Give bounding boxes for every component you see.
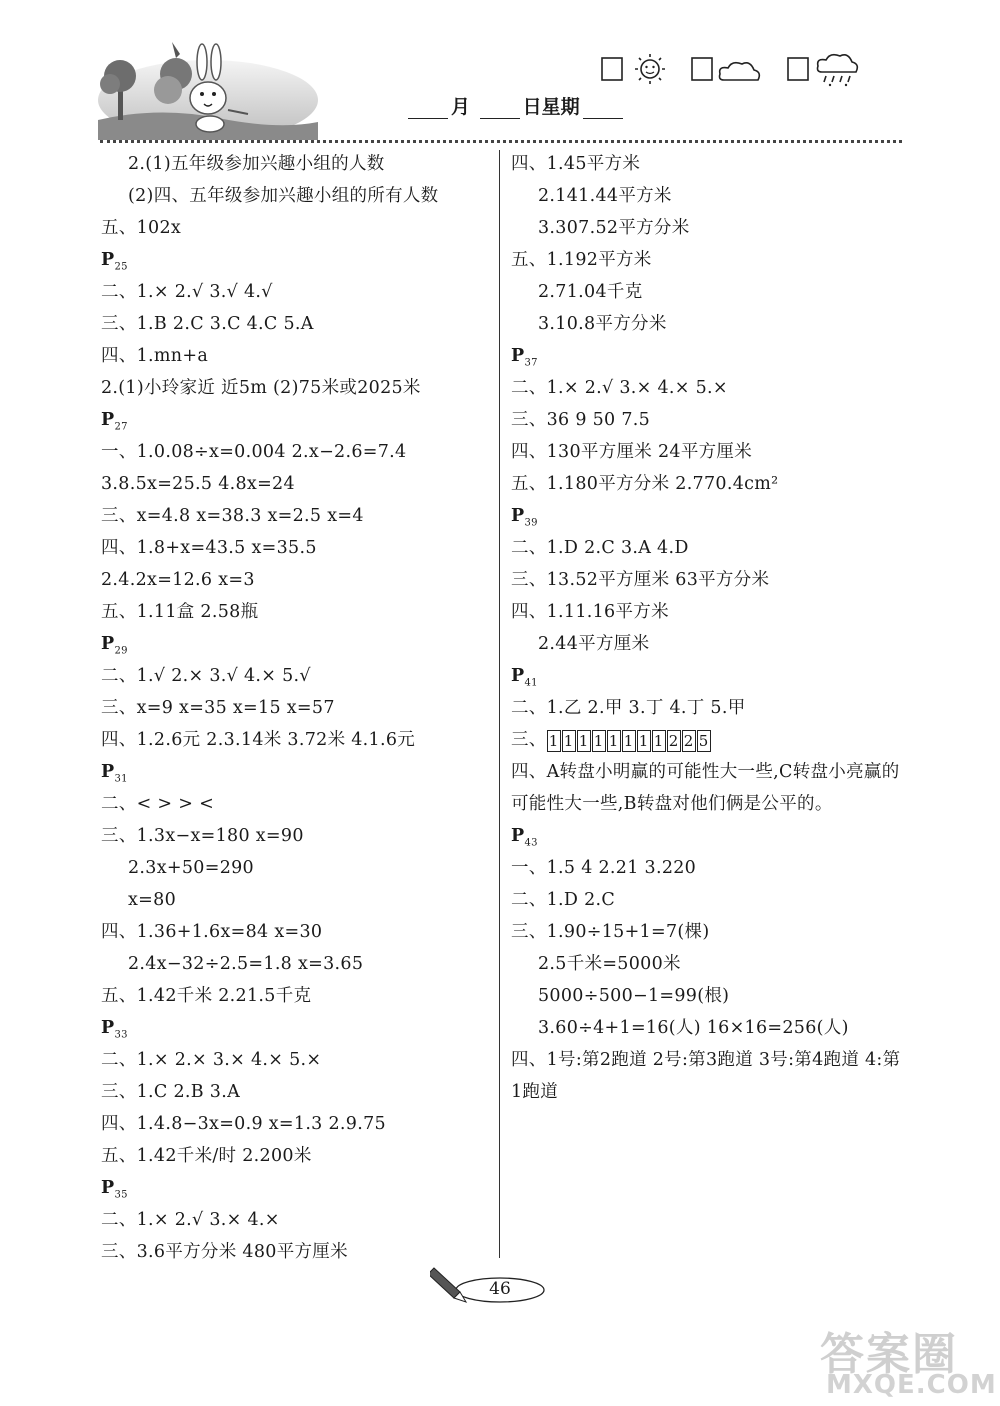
- left-column: [101, 148, 496, 1268]
- page-reference: [101, 1012, 496, 1044]
- answer-text: 五、1.42千米/时 2.200米: [101, 1146, 312, 1166]
- answer-line: [511, 852, 906, 884]
- answer-box: 1: [607, 730, 621, 752]
- answer-text: 五、1.180平方分米 2.770.4cm²: [511, 474, 779, 494]
- answer-text: 三、1.B 2.C 3.C 4.C 5.A: [101, 314, 314, 334]
- sun-icon: [635, 54, 665, 84]
- answer-line: [101, 1044, 496, 1076]
- answer-box: 5: [697, 730, 711, 752]
- answer-line: [511, 468, 906, 500]
- page-reference: [101, 404, 496, 436]
- answer-line: [101, 1140, 496, 1172]
- answer-text: 二、< > > <: [101, 794, 215, 814]
- watermark-logo: 答案圈: [820, 1329, 958, 1380]
- answer-line: [511, 980, 906, 1012]
- answer-line: [101, 212, 496, 244]
- day-blank[interactable]: [480, 98, 520, 119]
- answer-text: 二、1.D 2.C 3.A 4.D: [511, 538, 689, 558]
- answer-text: 三、1.C 2.B 3.A: [101, 1082, 241, 1102]
- page-subscript: 41: [524, 677, 538, 689]
- answer-line: [101, 276, 496, 308]
- page-subscript: 43: [524, 837, 538, 849]
- page-subscript: 29: [114, 645, 128, 657]
- page-letter: P: [511, 506, 525, 526]
- answer-line: [101, 148, 496, 180]
- answer-box: 1: [637, 730, 651, 752]
- answer-text: 3.60÷4+1=16(人) 16×16=256(人): [538, 1018, 849, 1038]
- page-letter: P: [511, 826, 525, 846]
- answer-line: [101, 340, 496, 372]
- answer-line: [511, 756, 906, 820]
- answer-text: 四、1.mn+a: [101, 346, 209, 366]
- answer-text: 2.(1)小玲家近 近5m (2)75米或2025米: [101, 378, 421, 398]
- answer-text: 二、1.× 2.√ 3.× 4.×: [101, 1210, 280, 1230]
- answer-line: [511, 692, 906, 724]
- answer-text: 四、1.36+1.6x=84 x=30: [101, 922, 323, 942]
- page-letter: P: [101, 1178, 115, 1198]
- answer-line: [101, 1076, 496, 1108]
- answer-line: [511, 372, 906, 404]
- answer-text: 三、13.52平方厘米 63平方分米: [511, 570, 770, 590]
- weather-row: [600, 52, 870, 88]
- answer-box: 1: [592, 730, 606, 752]
- answer-text: 五、1.11盒 2.58瓶: [101, 602, 259, 622]
- answer-text: 二、1.× 2.× 3.× 4.× 5.×: [101, 1050, 322, 1070]
- page-letter: P: [101, 250, 115, 270]
- answer-line: [101, 1204, 496, 1236]
- page-letter: P: [101, 762, 115, 782]
- answer-box: 1: [547, 730, 561, 752]
- watermark-url: MXQE.COM: [826, 1370, 997, 1400]
- answer-text: 3.10.8平方分米: [538, 314, 667, 334]
- answer-text: 三、: [511, 730, 547, 750]
- answer-line: [511, 212, 906, 244]
- answer-text: 五、102x: [101, 218, 182, 238]
- cloud-icon: [720, 63, 760, 80]
- page-letter: P: [101, 634, 115, 654]
- answer-line: [511, 1044, 906, 1108]
- rain-checkbox[interactable]: [788, 58, 808, 80]
- answer-line: [101, 372, 496, 404]
- answer-line: [101, 596, 496, 628]
- page-reference: [101, 756, 496, 788]
- answer-line: [511, 244, 906, 276]
- answer-line: [101, 852, 496, 884]
- sun-checkbox[interactable]: [602, 58, 622, 80]
- page-subscript: 33: [114, 1029, 128, 1041]
- answer-text: 三、1.90÷15+1=7(棵): [511, 922, 710, 942]
- answer-text: 3.307.52平方分米: [538, 218, 690, 238]
- answer-line: [511, 916, 906, 948]
- answer-line: [101, 660, 496, 692]
- page-subscript: 31: [114, 773, 128, 785]
- date-line: [405, 92, 626, 119]
- answer-text: 三、x=9 x=35 x=15 x=57: [101, 698, 335, 718]
- answer-line: [511, 628, 906, 660]
- answer-line: [101, 884, 496, 916]
- answer-line: [101, 1108, 496, 1140]
- answer-line: [101, 436, 496, 468]
- page-reference: [101, 628, 496, 660]
- right-column: [511, 148, 906, 1108]
- answer-text: 四、130平方厘米 24平方厘米: [511, 442, 753, 462]
- answer-line: [511, 596, 906, 628]
- answer-line: [101, 916, 496, 948]
- answer-text: 5000÷500−1=99(根): [538, 986, 730, 1006]
- page-subscript: 35: [114, 1189, 128, 1201]
- answer-text: 三、36 9 50 7.5: [511, 410, 651, 430]
- answer-text: 四、1.45平方米: [511, 154, 641, 174]
- answer-text: 四、1.4.8−3x=0.9 x=1.3 2.9.75: [101, 1114, 386, 1134]
- answer-text: 二、1.× 2.√ 3.√ 4.√: [101, 282, 273, 302]
- month-blank[interactable]: [408, 98, 448, 119]
- answer-text: 五、1.42千米 2.21.5千克: [101, 986, 312, 1006]
- answer-line: [101, 308, 496, 340]
- page-reference: [511, 500, 906, 532]
- answer-line: [511, 276, 906, 308]
- answer-box: 1: [577, 730, 591, 752]
- page-letter: P: [511, 346, 525, 366]
- page-letter: P: [511, 666, 525, 686]
- page-subscript: 37: [524, 357, 538, 369]
- week-blank[interactable]: [583, 98, 623, 119]
- day-week-label: 日星期: [522, 96, 580, 118]
- cloud-checkbox[interactable]: [692, 58, 712, 80]
- page-subscript: 25: [114, 261, 128, 273]
- answer-line: [101, 468, 496, 500]
- answer-boxes: [547, 725, 712, 757]
- rabbit-illustration: [98, 40, 318, 140]
- answer-box: 2: [667, 730, 681, 752]
- answer-line: [511, 148, 906, 180]
- answer-text: 二、1.D 2.C: [511, 890, 616, 910]
- answer-line: [511, 948, 906, 980]
- page-letter: P: [101, 410, 115, 430]
- answer-line: [101, 1236, 496, 1268]
- answer-text: 三、1.3x−x=180 x=90: [101, 826, 304, 846]
- page-reference: [101, 1172, 496, 1204]
- answer-text: 2.71.04千克: [538, 282, 643, 302]
- answer-text: 四、1号:第2跑道 2号:第3跑道 3号:第4跑道 4:第1跑道: [511, 1050, 901, 1102]
- answer-line: [101, 692, 496, 724]
- answer-text: 2.141.44平方米: [538, 186, 672, 206]
- answer-text: 四、1.11.16平方米: [511, 602, 669, 622]
- answer-text: 四、1.2.6元 2.3.14米 3.72米 4.1.6元: [101, 730, 416, 750]
- answer-text: 二、1.× 2.√ 3.× 4.× 5.×: [511, 378, 728, 398]
- month-label: 月: [451, 96, 471, 118]
- answer-line: [511, 180, 906, 212]
- answer-line: [101, 724, 496, 756]
- answer-line: [101, 980, 496, 1012]
- answer-line: [511, 308, 906, 340]
- answer-line: [101, 948, 496, 980]
- answer-text: 四、1.8+x=43.5 x=35.5: [101, 538, 317, 558]
- answer-line: [511, 724, 906, 756]
- answer-text: x=80: [128, 890, 177, 910]
- answer-text: 2.44平方厘米: [538, 634, 650, 654]
- answer-text: 四、A转盘小明赢的可能性大一些,C转盘小亮赢的可能性大一些,B转盘对他们俩是公平的。: [511, 762, 900, 814]
- page-letter: P: [101, 1018, 115, 1038]
- answer-box: 1: [622, 730, 636, 752]
- answer-text: 三、3.6平方分米 480平方厘米: [101, 1242, 348, 1262]
- answer-text: 2.4.2x=12.6 x=3: [101, 570, 255, 590]
- answer-line: [101, 180, 496, 212]
- answer-text: 3.8.5x=25.5 4.8x=24: [101, 474, 295, 494]
- answer-line: [101, 500, 496, 532]
- answer-text: 一、1.5 4 2.21 3.220: [511, 858, 697, 878]
- answer-text: (2)四、五年级参加兴趣小组的所有人数: [128, 186, 439, 206]
- answer-line: [511, 884, 906, 916]
- answer-box: 2: [682, 730, 696, 752]
- page-reference: [511, 660, 906, 692]
- answer-text: 2.5千米=5000米: [538, 954, 681, 974]
- answer-text: 2.(1)五年级参加兴趣小组的人数: [128, 154, 385, 174]
- answer-text: 二、1.√ 2.× 3.√ 4.× 5.√: [101, 666, 311, 686]
- page-subscript: 27: [114, 421, 128, 433]
- answer-line: [511, 532, 906, 564]
- answer-line: [511, 1012, 906, 1044]
- answer-line: [511, 436, 906, 468]
- answer-text: 五、1.192平方米: [511, 250, 652, 270]
- answer-line: [101, 564, 496, 596]
- page-reference: [511, 820, 906, 852]
- column-divider: [499, 150, 500, 1258]
- answer-line: [511, 404, 906, 436]
- page-number: 46: [489, 1279, 511, 1299]
- rain-icon: [818, 55, 858, 87]
- answer-text: 2.3x+50=290: [128, 858, 254, 878]
- answer-text: 二、1.乙 2.甲 3.丁 4.丁 5.甲: [511, 698, 746, 718]
- answer-line: [101, 532, 496, 564]
- page-subscript: 39: [524, 517, 538, 529]
- page-reference: [511, 340, 906, 372]
- answer-line: [101, 788, 496, 820]
- answer-line: [511, 564, 906, 596]
- answer-box: 1: [562, 730, 576, 752]
- answer-text: 一、1.0.08÷x=0.004 2.x−2.6=7.4: [101, 442, 407, 462]
- answer-text: 2.4x−32÷2.5=1.8 x=3.65: [128, 954, 364, 974]
- answer-text: 三、x=4.8 x=38.3 x=2.5 x=4: [101, 506, 364, 526]
- answer-line: [101, 820, 496, 852]
- page-reference: [101, 244, 496, 276]
- answer-box: 1: [652, 730, 666, 752]
